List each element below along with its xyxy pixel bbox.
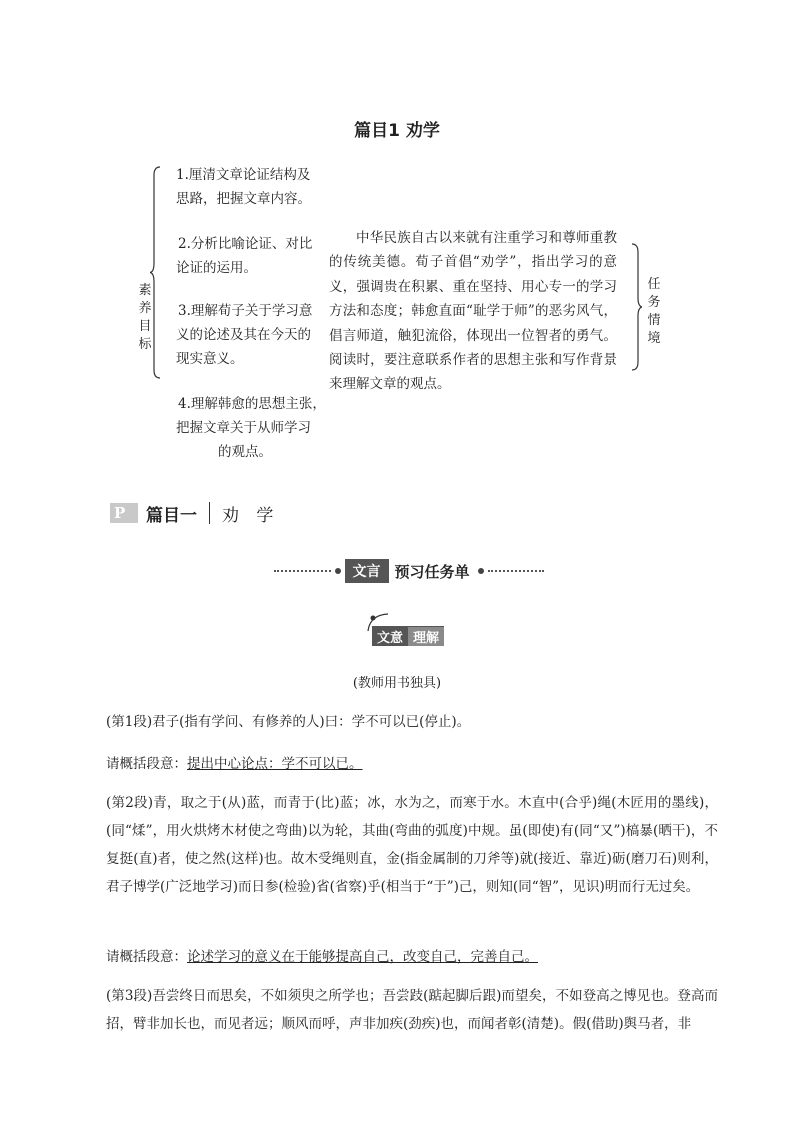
paragraph-2: (第2段)青，取之于(从)蓝，而青于(比)蓝；冰，水为之，而寒于水。木直中(合乎)绳(木匠用的墨线)， (同“煣”，用火烘烤木材使之弯曲)以为轮，其曲(弯曲的弧度)中规。虽(即使)有(同“又”)槁暴(晒干)，不复挺(直)者，使之然(这样)也。故木受绳则直，金(指金属制的刀斧等)就(接近、靠近)砺(磨刀石)则利，君子博学(广泛地学习)而日参(检验)省(省察)乎(相当于“于”)己，则知(同“智”，见识)明而行无过矣。 <box>106 795 718 895</box>
subbadge-part-1: 文意 <box>377 630 404 646</box>
summary-1: 请概括段意：提出中心论点：学不可以已。 <box>106 756 363 772</box>
banner-dots-right <box>488 570 545 572</box>
section-divider <box>209 502 210 524</box>
text-meaning-badge <box>372 626 444 646</box>
section-label: 篇目一 <box>146 505 197 526</box>
paragraph-1: (第1段)君子(指有学问、有修养的人)曰：学不可以已(停止)。 <box>106 714 471 730</box>
objective-3: 3.理解荀子关于学习意 义的论述及其在今天的 现实意义。 <box>176 303 313 367</box>
teacher-note: (教师用书独具) <box>352 676 442 691</box>
objective-4: 4.理解韩愈的思想主张， 把握文章关于从师学习 的观点。 <box>176 396 326 460</box>
preview-banner <box>274 559 544 583</box>
subbadge-part-2: 理解 <box>408 627 444 646</box>
section-heading <box>110 500 279 526</box>
banner-dot-right <box>478 568 484 574</box>
banner-text: 预习任务单 <box>394 562 470 581</box>
page-title: 篇目1 劝学 <box>354 121 440 141</box>
paragraph-3: (第3段)吾尝终日而思矣，不如须臾之所学也；吾尝跂(踮起脚后跟)而望矣，不如登高之博见也。登高而招，臂非加长也，而见者远；顺风而呼，声非加疾(劲疾)也，而闻者彰(清楚)。假(借助)舆马者，非 <box>106 988 718 1032</box>
summary-2: 请概括段意：论述学习的意义在于能够提高自己，改变自己，完善自己。 <box>106 949 538 965</box>
banner-dots-left <box>274 570 331 572</box>
p-icon: P <box>110 503 138 523</box>
objectives-brace <box>150 165 164 380</box>
banner-badge: 文言 <box>345 559 389 583</box>
objectives-label: 素养目标 <box>138 283 152 352</box>
objective-1: 1.厘清文章论证结构及 思路，把握文章内容。 <box>176 167 311 207</box>
section-title: 劝 学 <box>222 505 280 526</box>
task-label: 任务情境 <box>647 277 661 346</box>
objective-2: 2.分析比喻论证、对比 论证的运用。 <box>176 236 313 276</box>
task-context-text: 中华民族自古以来就有注重学习和尊师重教的传统美德。荀子首倡“劝学”，指出学习的意义，强调贵在积累、重在坚持、用心专一的学习方法和态度；韩愈直面“耻学于师”的恶劣风气，倡言师道，触犯流俗，体现出一位智者的勇气。阅读时，要注意联系作者的思想主张和写作背景来理解文章的观点。 <box>329 230 617 393</box>
task-brace <box>630 242 642 372</box>
banner-dot-left <box>335 568 341 574</box>
